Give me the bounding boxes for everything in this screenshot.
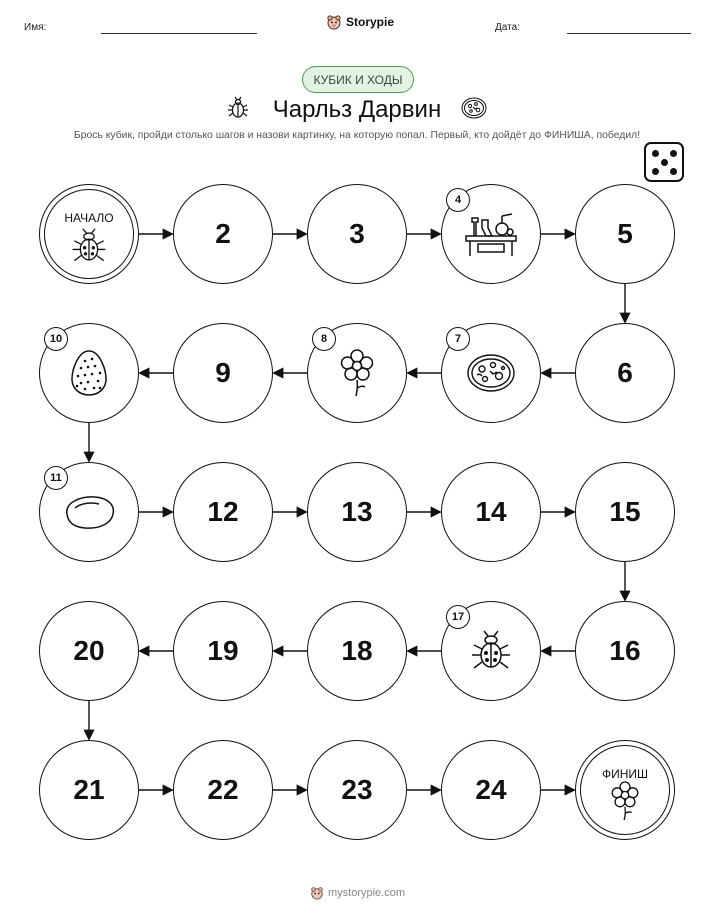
cell-number: 3 [349, 218, 365, 249]
board-cell-3[interactable] [307, 184, 407, 284]
board-cell-5[interactable] [575, 184, 675, 284]
flower-icon [334, 348, 380, 398]
board-cell-21[interactable] [39, 740, 139, 840]
board-cell-22[interactable] [173, 740, 273, 840]
category-badge: КУБИК И ХОДЫ [302, 66, 414, 93]
start-cell[interactable] [39, 184, 139, 284]
cell-number: 12 [207, 496, 239, 527]
footer-site[interactable]: mystorypie.com [328, 887, 406, 899]
board-cell-12[interactable] [173, 462, 273, 562]
brand-name: Storypie [346, 15, 395, 29]
cell-number: 23 [341, 774, 373, 805]
footer-brand [310, 886, 405, 900]
cell-number: 16 [609, 635, 641, 666]
fossil-plate-icon [465, 351, 517, 395]
board-cell-20[interactable] [39, 601, 139, 701]
lab-table-icon [462, 210, 520, 258]
cell-number: 14 [475, 496, 507, 527]
finish-label: ФИНИШ [601, 767, 649, 781]
cell-badge-11: 11 [44, 466, 68, 490]
board-cell-18[interactable] [307, 601, 407, 701]
cell-badge-7: 7 [446, 327, 470, 351]
cell-number: 15 [609, 496, 641, 527]
page-title: Чарльз Дарвин [272, 96, 442, 123]
cell-number: 9 [215, 357, 231, 388]
beetle-icon [40, 227, 138, 265]
name-label: Имя: [24, 22, 47, 33]
board-cell-16[interactable] [575, 601, 675, 701]
cell-number: 21 [73, 774, 105, 805]
board-cell-14[interactable] [441, 462, 541, 562]
board-cell-24[interactable] [441, 740, 541, 840]
cell-number: 24 [475, 774, 507, 805]
cell-number: 13 [341, 496, 373, 527]
cell-number: 18 [341, 635, 373, 666]
cell-badge-17: 17 [446, 605, 470, 629]
cell-badge-4: 4 [446, 188, 470, 212]
board-cell-2[interactable] [173, 184, 273, 284]
speckled-egg-icon [69, 348, 109, 398]
cell-badge-10: 10 [44, 327, 68, 351]
start-label: НАЧАЛО [64, 211, 114, 225]
beetle-icon [469, 629, 513, 673]
board-cell-6[interactable] [575, 323, 675, 423]
flower-icon [576, 779, 674, 823]
cell-badge-8: 8 [312, 327, 336, 351]
cell-number: 22 [207, 774, 239, 805]
finish-cell[interactable] [575, 740, 675, 840]
cell-number: 5 [617, 218, 633, 249]
cell-number: 6 [617, 357, 633, 388]
cell-number: 19 [207, 635, 239, 666]
date-label: Дата: [495, 22, 520, 33]
board-cell-23[interactable] [307, 740, 407, 840]
board-cell-13[interactable] [307, 462, 407, 562]
board-cell-15[interactable] [575, 462, 675, 562]
storypie-mascot-icon [310, 886, 324, 900]
cell-number: 2 [215, 218, 231, 249]
cell-number: 20 [73, 635, 105, 666]
board-cell-9[interactable] [173, 323, 273, 423]
board-cell-19[interactable] [173, 601, 273, 701]
instructions-text: Брось кубик, пройди столько шагов и назови картинку, на которую попал. Первый, кто дойдёт до ФИНИША, победил! [73, 130, 641, 141]
pebble-icon [61, 492, 117, 532]
